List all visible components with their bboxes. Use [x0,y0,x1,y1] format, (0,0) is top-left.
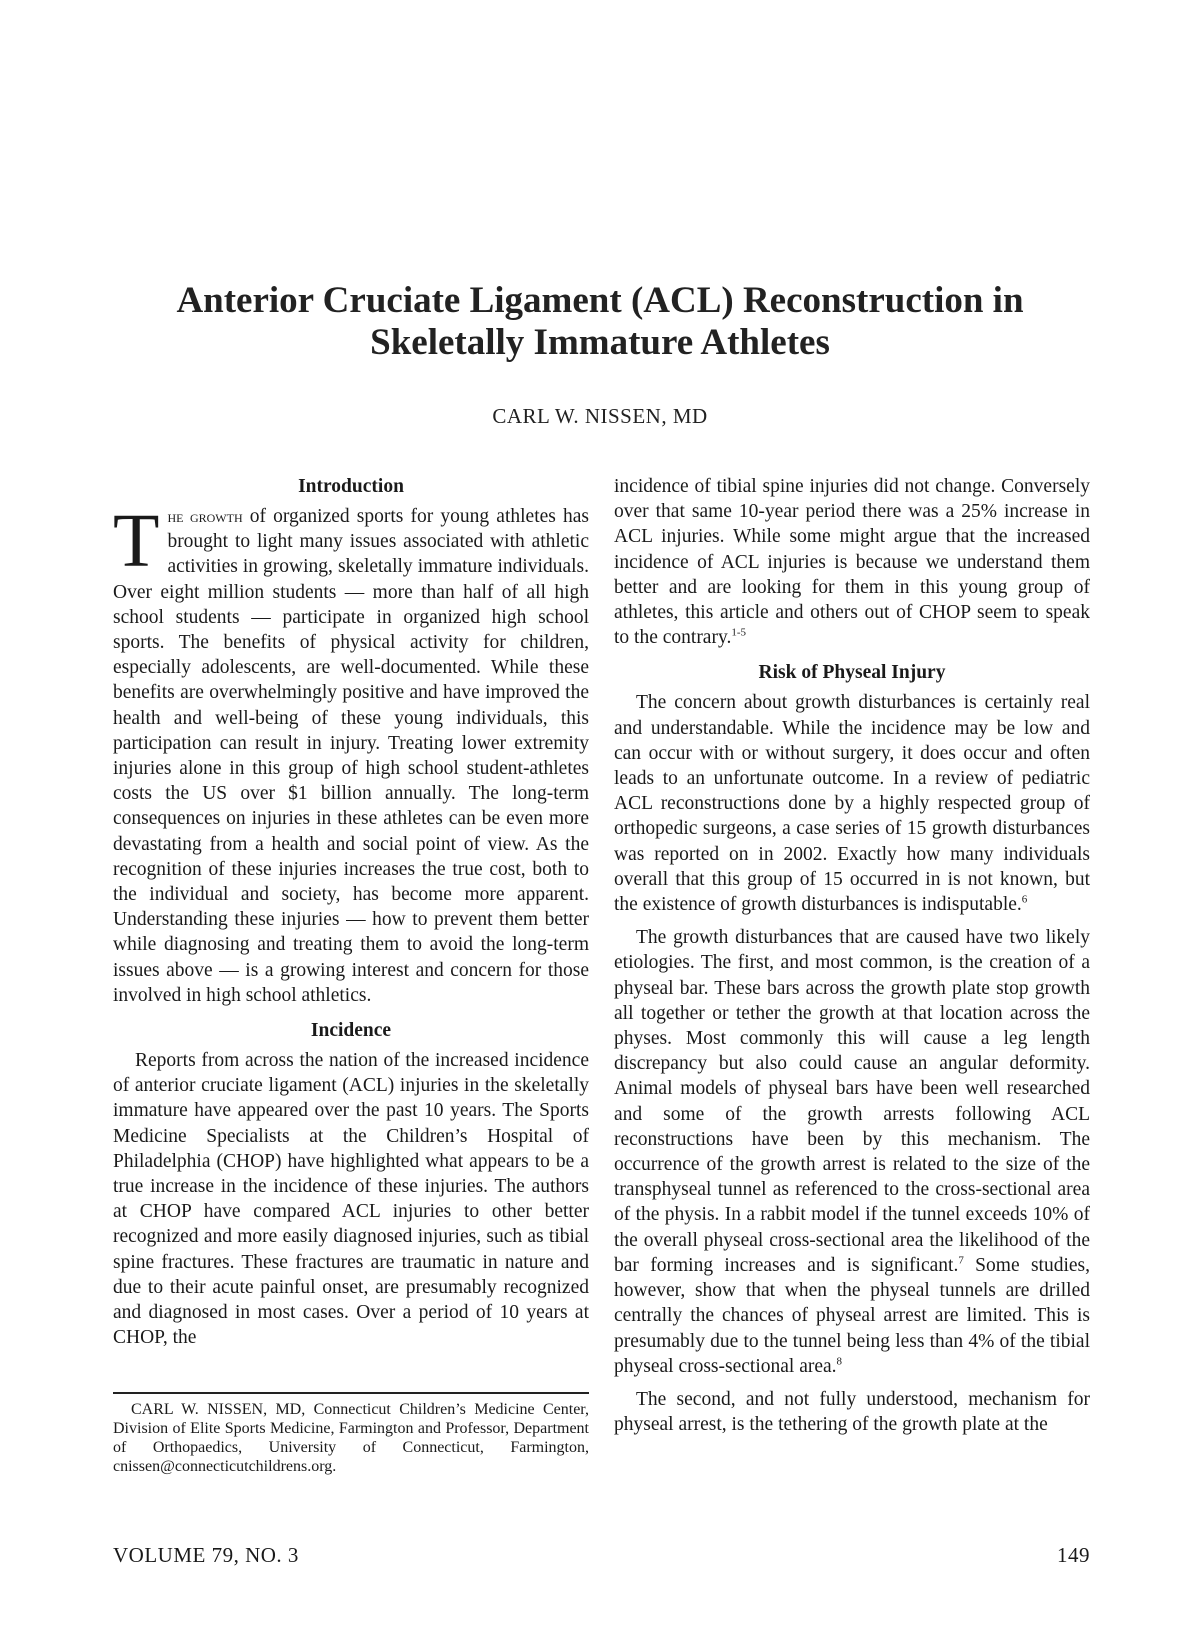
author-byline: CARL W. NISSEN, MD [492,404,708,428]
footnote-divider [113,1392,589,1394]
continuation-text: incidence of tibial spine injuries did not change. Conversely over that same 10-year period there was a 25% increase in ACL injuries. While some might argue that the increased incidence of ACL injuries is because we understand them better and are looking for them in this young group of athletes, this article and others out of CHOP seem to speak to the contrary. [614,476,1090,649]
risk-p1-text: The concern about growth disturbances is certainly real and understandable. While the incidence may be low and can occur with or without surgery, it does occur and often leads to an unfortunate outcome. In a review of pediatric ACL reconstructions done by a highly respected group of orthopedic surgeons, a case series of 15 growth disturbances was reported on in 2002. Exactly how many individuals overall that this group of 15 occurred in is not known, but the existence of growth disturbances is indisputable. [614,692,1090,916]
risk-p2a-text: The growth disturbances that are caused have two likely etiologies. The first, and most common, is the creation of a physeal bar. These bars across the growth plate stop growth all together or tether the growth at that location across the physes. Most commonly this will cause a leg length discrepancy but also could cause an angular deformity. Animal models of physeal bars have been well researched and some of the growth arrests following ACL reconstructions have been by this mechanism. The occurrence of the growth arrest is related to the size of the transphyseal tunnel as referenced to the cross-sectional area of the physis. In a rabbit model if the tunnel exceeds 10% of the overall physeal cross-sectional area the likelihood of the bar forming increases and is significant. [614,927,1090,1276]
page-number: 149 [1057,1543,1090,1567]
incidence-heading: Incidence [310,1020,392,1042]
reference-superscript: 7 [958,1254,964,1267]
intro-small-caps: he growth [167,507,243,526]
risk-paragraph-1 [614,690,1090,917]
risk-paragraph-2 [614,925,1090,1379]
drop-cap: T [113,499,160,583]
title-line-2: Skeletally Immature Athletes [370,322,830,363]
right-column [614,474,1090,1437]
reference-superscript: 1-5 [731,626,746,639]
reference-superscript: 8 [836,1355,843,1368]
risk-p2b-text: Some studies, however, show that when the physeal tunnels are drilled centrally the chances of physeal arrest are limited. This is presumably due to the tunnel being less than 4% of the tibial physeal cross-sectional area. [614,1254,1091,1377]
volume-label: VOLUME 79, NO. 3 [113,1543,299,1567]
continuation-paragraph [614,474,1090,650]
reference-superscript: 6 [1021,893,1028,906]
risk-paragraph-3: The second, and not fully understood, mechanism for physeal arrest, is the tethering of the growth plate at the [614,1388,1090,1436]
left-column [113,474,589,1351]
risk-heading: Risk of Physeal Injury [758,662,946,684]
title-line-1: Anterior Cruciate Ligament (ACL) Reconstruction in [176,280,1024,321]
footnote-text: CARL W. NISSEN, MD, Connecticut Children’s Medicine Center, Division of Elite Sports Medicine, Farmington and Professor, Department of Orthopaedics, University of Connecticut, Farmington, cnissen@connecticutchildrens.org. [113,1401,589,1475]
article-title [100,280,1100,364]
introduction-paragraph [113,499,589,1008]
introduction-heading: Introduction [298,476,404,497]
incidence-paragraph: Reports from across the nation of the increased incidence of anterior cruciate ligament (ACL) injuries in the skeletally immature have appeared over the past 10 years. The Sports Medicine Specialists at the Children’s Hospital of Philadelphia (CHOP) have highlighted what appears to be a true increase in the incidence of these injuries. The authors at CHOP have compared ACL injuries to other better recognized and more easily diagnosed injuries, such as tibial spine fractures. These fractures are traumatic in nature and due to their acute painful onset, are presumably recognized and diagnosed in most cases. Over a period of 10 years at CHOP, the [113,1050,589,1349]
intro-text: of organized sports for young athletes has brought to light many issues associated with athletic activities in growing, skeletally immature individuals. Over eight million students — more than half of all high school students — participate in organized high school sports. The benefits of physical activity for children, especially adolescents, are well-documented. While these benefits are overwhelmingly positive and have improved the health and well-being of these young individuals, this participation can result in injury. Treating lower extremity injuries alone in this group of high school student-athletes costs the US over $1 billion annually. The long-term consequences on injuries in these athletes can be even more devastating from a health and social point of view. As the recognition of these injuries increases the true cost, both to the individual and society, has become more apparent. Understanding these injuries — how to prevent them better while diagnosing and treating them to avoid the long-term issues above — is a growing interest and concern for those involved in high school athletics. [113,506,589,1006]
author-footnote [113,1400,589,1476]
